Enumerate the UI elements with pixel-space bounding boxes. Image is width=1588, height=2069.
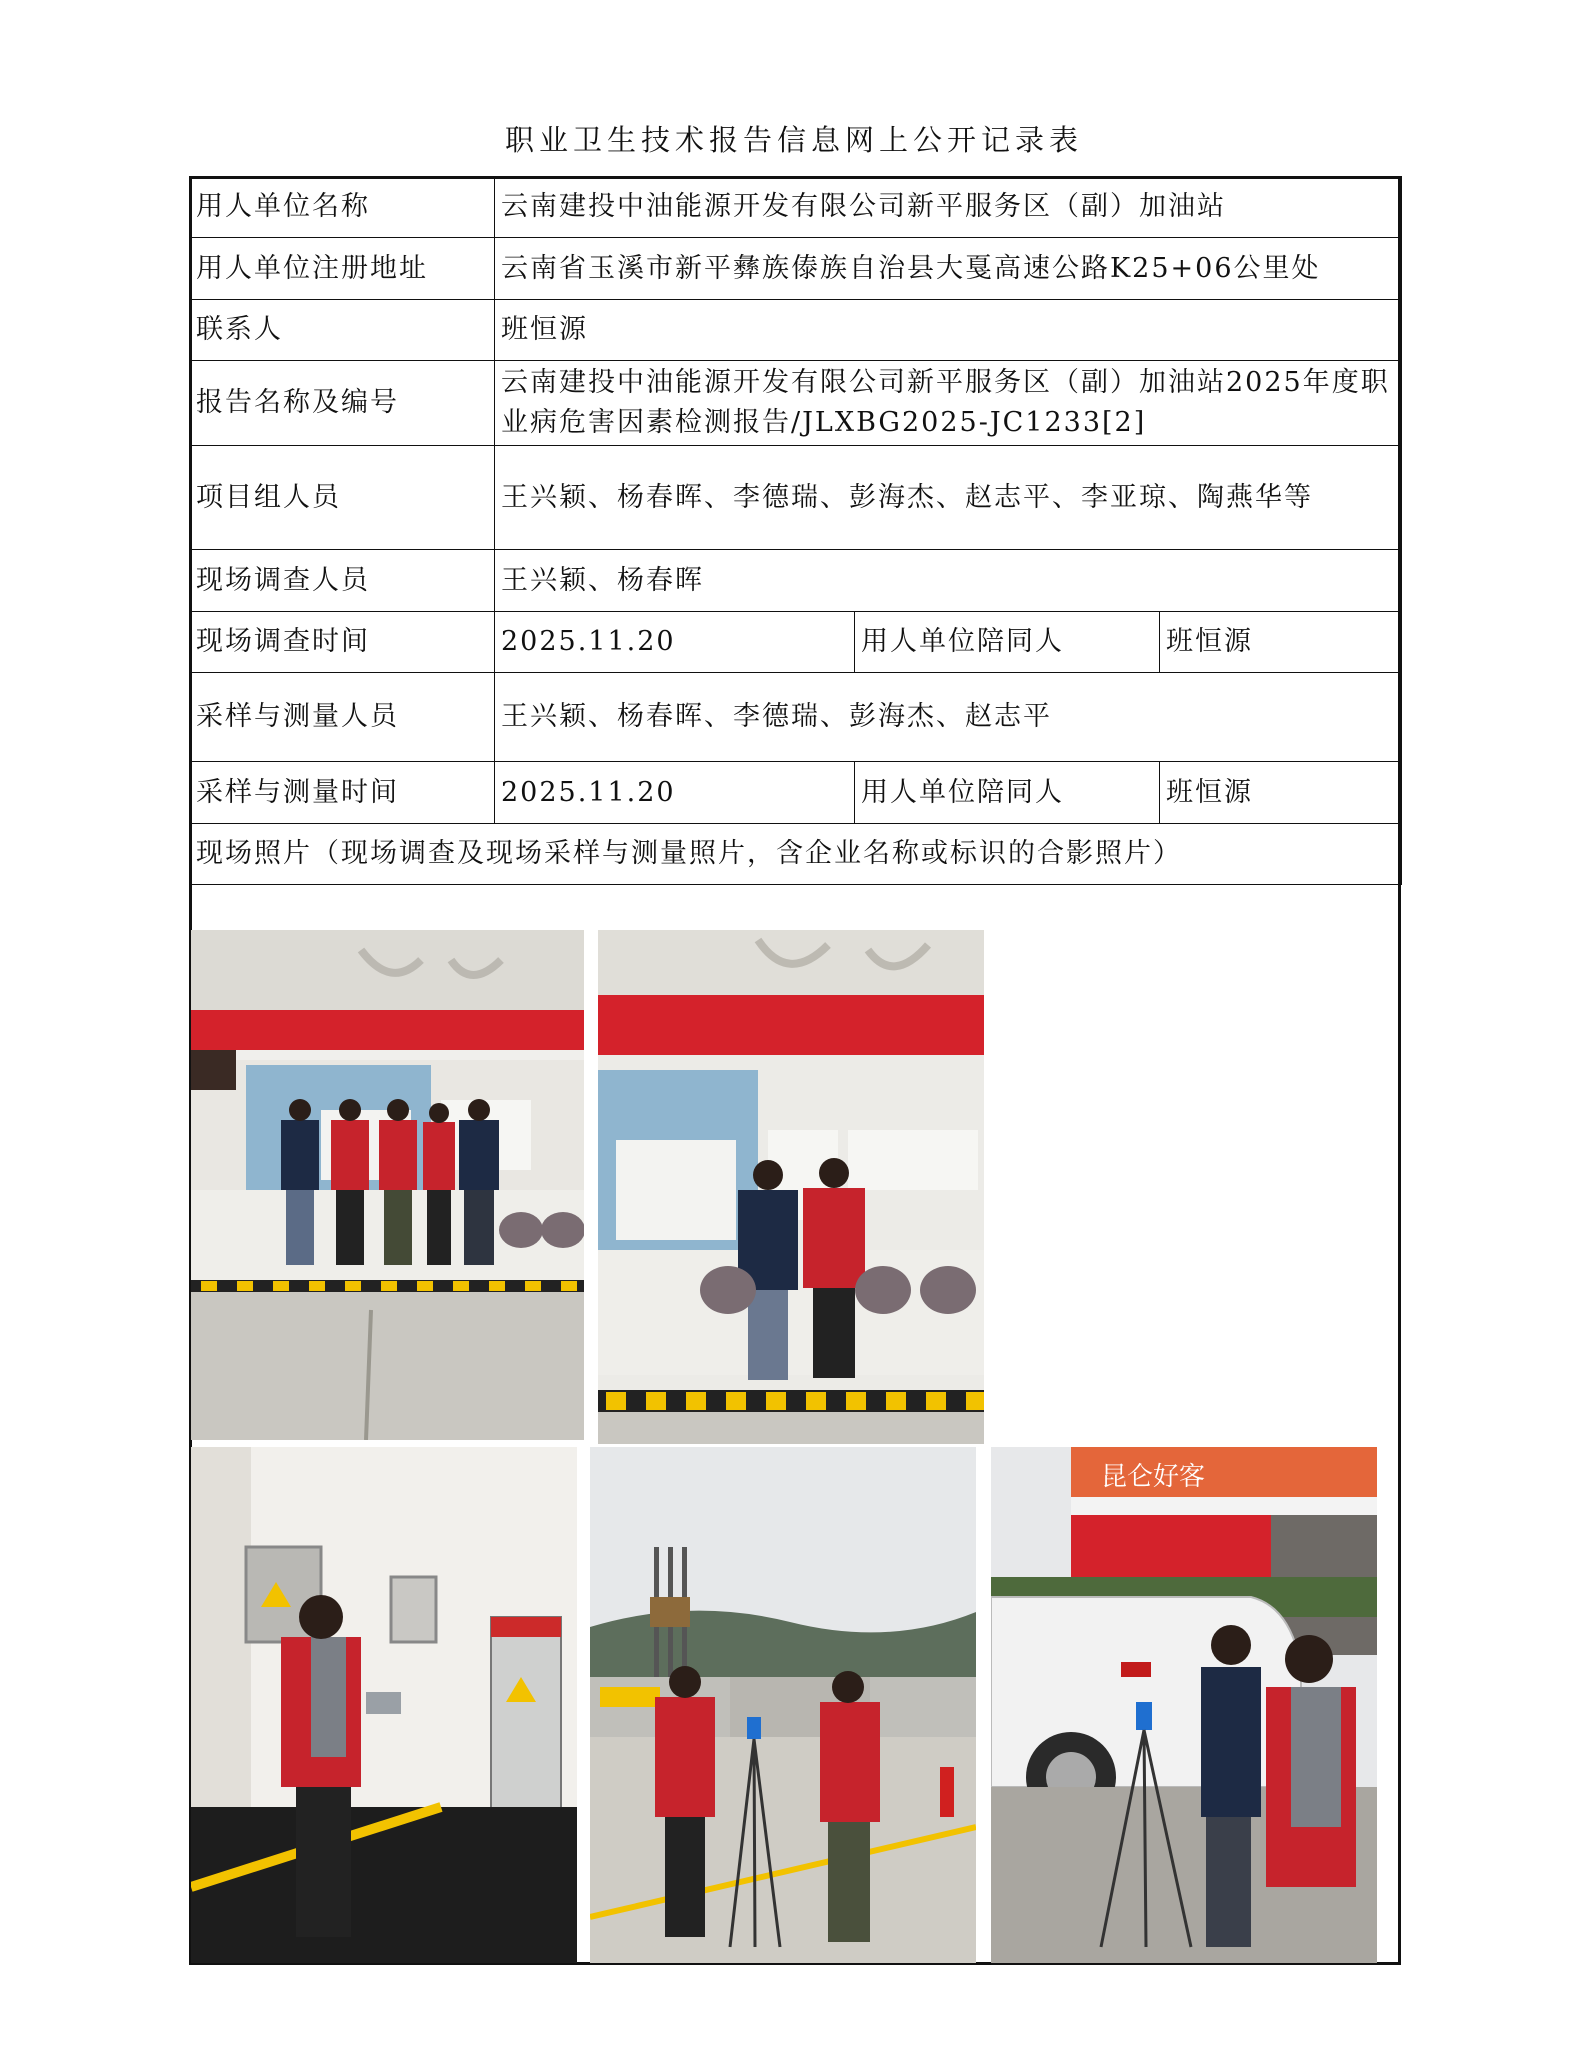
survey-staff-label: 现场调查人员	[190, 550, 495, 612]
survey-time-value: 2025.11.20	[495, 612, 855, 673]
survey-companion-value: 班恒源	[1160, 612, 1402, 673]
survey-time-label: 现场调查时间	[190, 612, 495, 673]
survey-staff-value: 王兴颖、杨春晖	[495, 550, 1402, 612]
employer-address-label: 用人单位注册地址	[190, 238, 495, 300]
team-label: 项目组人员	[190, 446, 495, 550]
team-value: 王兴颖、杨春晖、李德瑞、彭海杰、赵志平、李亚琼、陶燕华等	[495, 446, 1402, 550]
sampling-time-label: 采样与测量时间	[190, 762, 495, 824]
sampling-staff-label: 采样与测量人员	[190, 673, 495, 762]
report-value: 云南建投中油能源开发有限公司新平服务区（副）加油站2025年度职业病危害因素检测报告/JLXBG2025-JC1233[2]	[495, 361, 1402, 446]
survey-companion-label: 用人单位陪同人	[855, 612, 1160, 673]
group-photo-five-people	[191, 930, 584, 1440]
parking-measurement-photo	[991, 1447, 1377, 1963]
employer-address-value: 云南省玉溪市新平彝族傣族自治县大戛高速公路K25+06公里处	[495, 238, 1402, 300]
sampling-staff-value: 王兴颖、杨春晖、李德瑞、彭海杰、赵志平	[495, 673, 1402, 762]
sampling-companion-label: 用人单位陪同人	[855, 762, 1160, 824]
contact-label: 联系人	[190, 300, 495, 361]
contact-value: 班恒源	[495, 300, 1402, 361]
employer-name-value: 云南建投中油能源开发有限公司新平服务区（副）加油站	[495, 177, 1402, 238]
outdoor-tank-measurement-photo	[590, 1447, 976, 1963]
sampling-companion-value: 班恒源	[1160, 762, 1402, 824]
group-photo-two-people	[598, 930, 984, 1444]
indoor-measurement-photo	[191, 1447, 577, 1963]
station-sign-text: 昆仑好客	[1101, 1462, 1206, 1492]
employer-name-label: 用人单位名称	[190, 177, 495, 238]
photos-heading: 现场照片（现场调查及现场采样与测量照片，含企业名称或标识的合影照片）	[190, 824, 1402, 885]
page-title: 职业卫生技术报告信息网上公开记录表	[504, 123, 1083, 157]
sampling-time-value: 2025.11.20	[495, 762, 855, 824]
report-label: 报告名称及编号	[190, 361, 495, 446]
